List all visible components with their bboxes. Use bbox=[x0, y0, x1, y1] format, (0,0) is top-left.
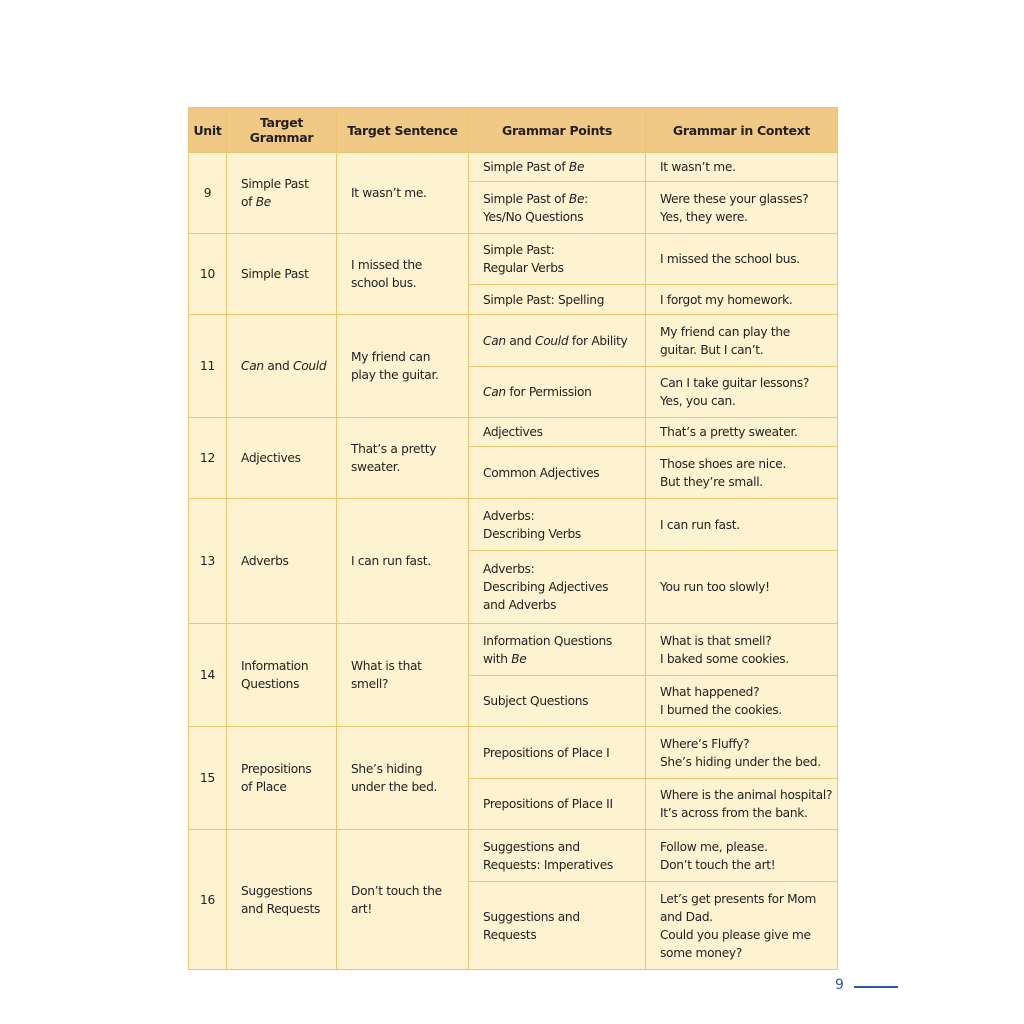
grammar-point bbox=[469, 624, 646, 676]
italic-text: Could bbox=[293, 359, 327, 373]
grammar-in-context bbox=[646, 367, 838, 418]
table-row bbox=[189, 830, 838, 882]
grammar-in-context bbox=[646, 285, 838, 315]
grammar-point bbox=[469, 182, 646, 234]
header-unit: Unit bbox=[189, 108, 227, 153]
target-grammar bbox=[227, 830, 337, 970]
text: I missed the school bus. bbox=[660, 252, 800, 266]
target-grammar bbox=[227, 499, 337, 624]
text: Simple Past of bbox=[483, 160, 569, 174]
text: Those shoes are nice. But they’re small. bbox=[660, 456, 787, 489]
text: Simple Past: Spelling bbox=[483, 292, 605, 307]
italic-text: Be bbox=[511, 651, 527, 666]
target-sentence bbox=[337, 499, 469, 624]
text: Common Adjectives bbox=[483, 465, 600, 480]
table-body bbox=[189, 153, 838, 970]
text: Simple Past of bbox=[241, 177, 309, 209]
grammar-in-context bbox=[646, 882, 838, 970]
text: I missed the school bus. bbox=[351, 258, 422, 290]
header-grammar-points: Grammar Points bbox=[469, 108, 646, 153]
header-target-grammar: Target Grammar bbox=[227, 108, 337, 153]
text: Adverbs bbox=[241, 554, 289, 568]
table-row bbox=[189, 499, 838, 551]
target-sentence bbox=[337, 418, 469, 499]
text: Where is the animal hospital? It’s across from the bank. bbox=[660, 788, 833, 820]
grammar-point bbox=[469, 779, 646, 830]
text: That’s a pretty sweater. bbox=[660, 425, 798, 439]
text: : Yes/No Questions bbox=[483, 191, 588, 224]
grammar-in-context bbox=[646, 727, 838, 779]
text: Prepositions of Place II bbox=[483, 797, 613, 811]
header-grammar-in-context: Grammar in Context bbox=[646, 108, 838, 153]
target-grammar bbox=[227, 727, 337, 830]
text: Information Questions bbox=[241, 659, 309, 691]
text: Adverbs: Describing Adjectives and Adverbs bbox=[483, 562, 609, 612]
grammar-point bbox=[469, 234, 646, 285]
target-sentence bbox=[337, 315, 469, 418]
page-number-rule bbox=[854, 986, 898, 988]
unit-number: 11 bbox=[189, 315, 227, 418]
unit-number: 16 bbox=[189, 830, 227, 970]
target-grammar bbox=[227, 624, 337, 727]
grammar-in-context bbox=[646, 624, 838, 676]
grammar-point bbox=[469, 285, 646, 315]
grammar-point bbox=[469, 727, 646, 779]
table-header-row bbox=[189, 108, 838, 153]
unit-number: 15 bbox=[189, 727, 227, 830]
italic-text: Can bbox=[241, 359, 264, 373]
text: Adjectives bbox=[241, 451, 301, 465]
table-row bbox=[189, 418, 838, 447]
text: Suggestions and Requests: Imperatives bbox=[483, 839, 613, 872]
italic-text: Can bbox=[483, 333, 506, 348]
italic-text: Be bbox=[255, 195, 271, 209]
grammar-syllabus-table bbox=[188, 107, 838, 970]
grammar-in-context bbox=[646, 315, 838, 367]
unit-number: 10 bbox=[189, 234, 227, 315]
unit-number: 9 bbox=[189, 153, 227, 234]
grammar-point bbox=[469, 447, 646, 499]
unit-number: 12 bbox=[189, 418, 227, 499]
grammar-in-context bbox=[646, 182, 838, 234]
grammar-point bbox=[469, 315, 646, 367]
text: I forgot my homework. bbox=[660, 292, 793, 307]
italic-text: Could bbox=[535, 333, 569, 348]
text: Simple Past bbox=[241, 267, 309, 281]
text: Suggestions and Requests bbox=[241, 883, 321, 916]
target-grammar bbox=[227, 418, 337, 499]
target-sentence bbox=[337, 727, 469, 830]
grammar-in-context bbox=[646, 234, 838, 285]
text: Were these your glasses? Yes, they were. bbox=[660, 191, 809, 224]
grammar-in-context bbox=[646, 676, 838, 727]
grammar-in-context bbox=[646, 153, 838, 182]
target-sentence bbox=[337, 624, 469, 727]
text: and bbox=[505, 333, 535, 348]
grammar-point bbox=[469, 153, 646, 182]
grammar-in-context bbox=[646, 418, 838, 447]
grammar-in-context bbox=[646, 551, 838, 624]
text: What happened? I burned the cookies. bbox=[660, 685, 782, 717]
target-sentence bbox=[337, 234, 469, 315]
target-grammar bbox=[227, 315, 337, 418]
text: and bbox=[263, 359, 293, 373]
italic-text: Can bbox=[483, 385, 506, 399]
text: Simple Past of bbox=[483, 191, 569, 206]
text: It wasn’t me. bbox=[351, 186, 427, 200]
unit-number: 14 bbox=[189, 624, 227, 727]
grammar-point bbox=[469, 882, 646, 970]
target-sentence bbox=[337, 830, 469, 970]
grammar-point bbox=[469, 499, 646, 551]
text: Information Questions with bbox=[483, 633, 612, 666]
grammar-in-context bbox=[646, 499, 838, 551]
grammar-point bbox=[469, 418, 646, 447]
text: My friend can play the guitar. But I can’t. bbox=[660, 324, 790, 357]
table-row bbox=[189, 727, 838, 779]
grammar-point bbox=[469, 551, 646, 624]
text: She’s hiding under the bed. bbox=[351, 762, 438, 794]
table-row bbox=[189, 315, 838, 367]
text: Prepositions of Place I bbox=[483, 745, 610, 760]
text: What is that smell? I baked some cookies. bbox=[660, 633, 789, 666]
text: Adverbs: Describing Verbs bbox=[483, 508, 581, 541]
grammar-in-context bbox=[646, 447, 838, 499]
italic-text: Be bbox=[568, 191, 585, 206]
table-row bbox=[189, 234, 838, 285]
text: Subject Questions bbox=[483, 694, 589, 708]
table-row bbox=[189, 624, 838, 676]
italic-text: Be bbox=[568, 160, 585, 174]
text: What is that smell? bbox=[351, 659, 422, 691]
target-grammar bbox=[227, 234, 337, 315]
text: Suggestions and Requests bbox=[483, 909, 580, 942]
text: I can run fast. bbox=[351, 554, 431, 568]
text: for Ability bbox=[568, 333, 628, 348]
page-number: 9 bbox=[835, 977, 844, 993]
text: Prepositions of Place bbox=[241, 762, 312, 794]
text: for Permission bbox=[505, 385, 592, 399]
text: You run too slowly! bbox=[660, 580, 770, 594]
grammar-point bbox=[469, 367, 646, 418]
text: Follow me, please. Don’t touch the art! bbox=[660, 839, 776, 872]
text: Where’s Fluffy? She’s hiding under the bed. bbox=[660, 736, 821, 769]
target-sentence bbox=[337, 153, 469, 234]
text: That’s a pretty sweater. bbox=[351, 442, 437, 474]
text: Don’t touch the art! bbox=[351, 883, 442, 916]
text: I can run fast. bbox=[660, 517, 740, 532]
grammar-in-context bbox=[646, 830, 838, 882]
grammar-point bbox=[469, 830, 646, 882]
text: Adjectives bbox=[483, 425, 543, 439]
text: Can I take guitar lessons? Yes, you can. bbox=[660, 376, 810, 408]
text: Let’s get presents for Mom and Dad. Could you please give me some money? bbox=[660, 891, 817, 960]
unit-number: 13 bbox=[189, 499, 227, 624]
grammar-point bbox=[469, 676, 646, 727]
text: My friend can play the guitar. bbox=[351, 350, 439, 382]
header-target-sentence: Target Sentence bbox=[337, 108, 469, 153]
target-grammar bbox=[227, 153, 337, 234]
grammar-in-context bbox=[646, 779, 838, 830]
table-row bbox=[189, 153, 838, 182]
text: Simple Past: Regular Verbs bbox=[483, 243, 564, 275]
text: It wasn’t me. bbox=[660, 160, 736, 174]
